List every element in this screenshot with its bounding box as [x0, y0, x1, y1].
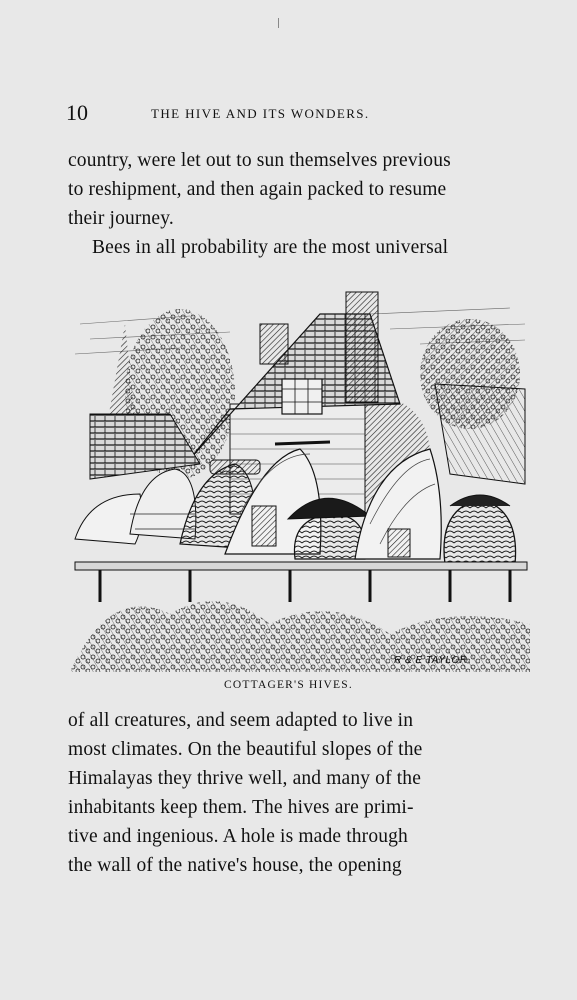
bottom-paragraph — [68, 706, 524, 880]
engraver-signature: R & E TAYLOR — [394, 655, 468, 666]
text-line: to reshipment, and then again packed to resume — [68, 179, 447, 200]
page-mark — [278, 18, 279, 28]
text-line: inhabitants keep them. The hives are primi- — [68, 797, 414, 818]
text-line: of all creatures, and seem adapted to live in — [68, 710, 414, 731]
text-line: Himalayas they thrive well, and many of the — [68, 768, 422, 789]
figure-caption: COTTAGER'S HIVES. — [224, 679, 353, 691]
top-paragraph — [68, 146, 524, 262]
text-line: their journey. — [68, 208, 174, 229]
page-number: 10 — [66, 100, 88, 125]
text-line: the wall of the native's house, the opening — [68, 855, 402, 876]
cottagers-hives-illustration — [70, 284, 530, 672]
running-head: THE HIVE AND ITS WONDERS. — [151, 106, 370, 121]
text-line: tive and ingenious. A hole is made through — [68, 826, 408, 847]
text-line: country, were let out to sun themselves previous — [68, 150, 451, 171]
text-line: Bees in all probability are the most universal — [92, 237, 449, 258]
text-line: most climates. On the beautiful slopes of the — [68, 739, 423, 760]
